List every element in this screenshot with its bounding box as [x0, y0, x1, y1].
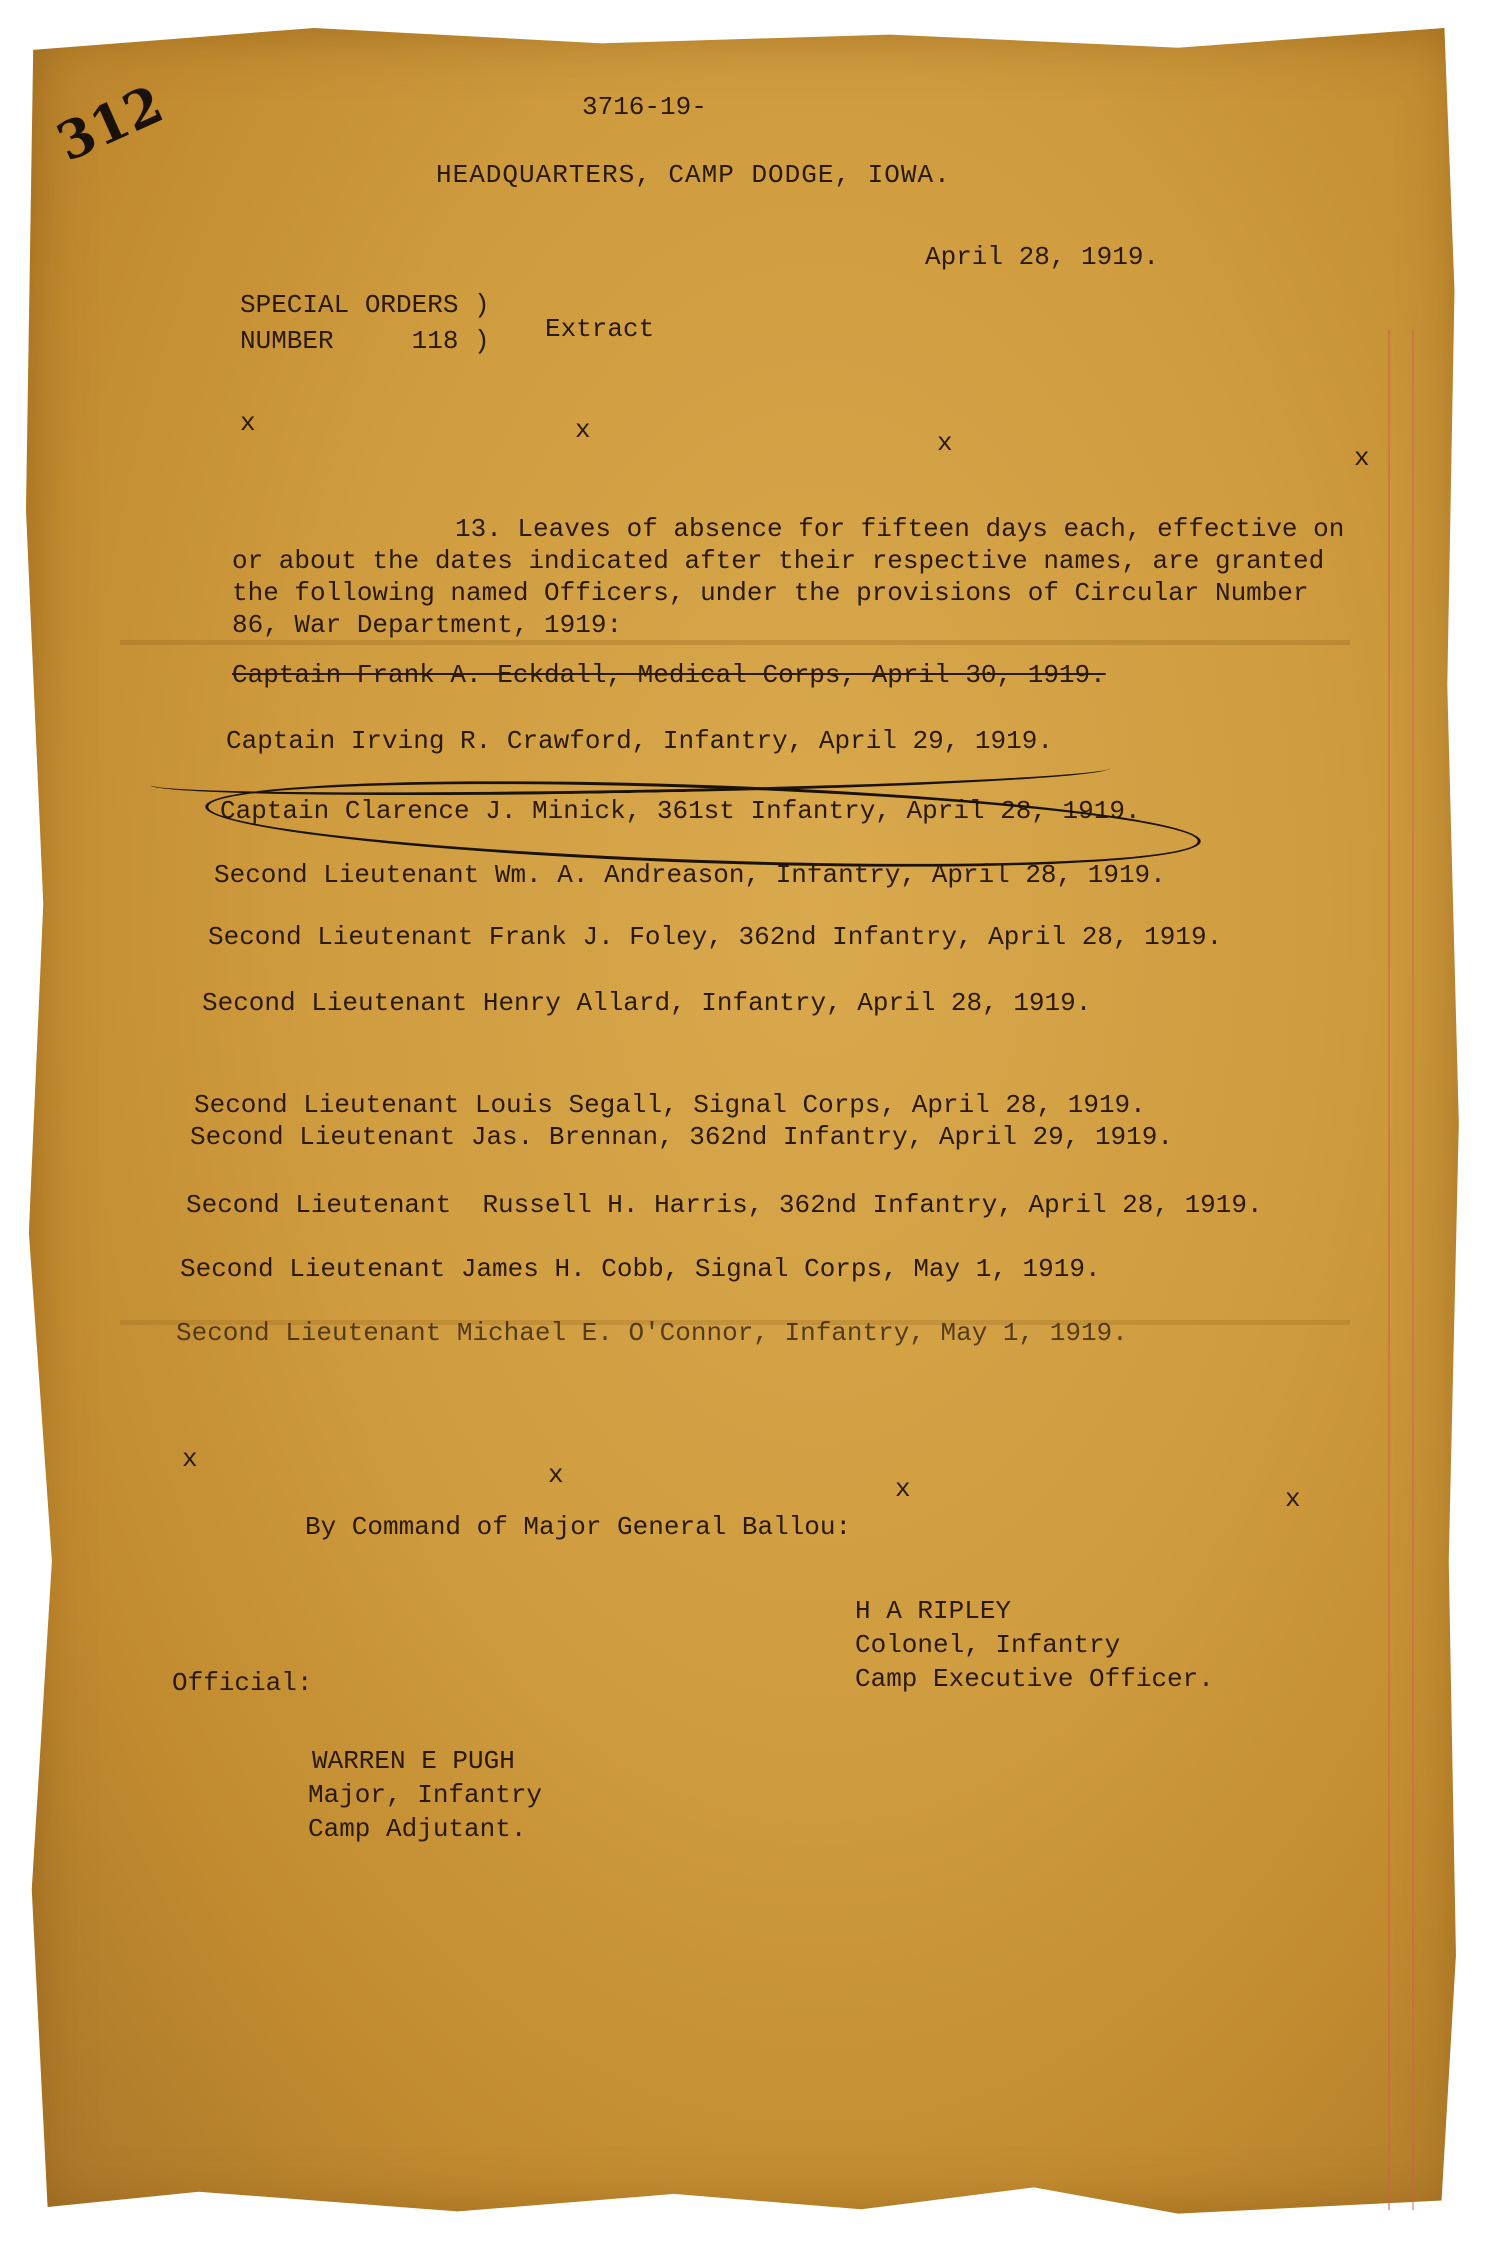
ledger-rule [1412, 330, 1414, 2210]
officer-entry: Second Lieutenant Henry Allard, Infantry, April 28, 1919. [202, 988, 1092, 1018]
official-rank: Major, Infantry [308, 1780, 543, 1810]
separator-mark: x [182, 1444, 198, 1474]
separator-mark: x [895, 1474, 911, 1504]
official-title: Camp Adjutant. [308, 1814, 527, 1844]
separator-mark: x [937, 428, 953, 458]
command-line: By Command of Major General Ballou: [305, 1512, 852, 1542]
separator-mark: x [575, 415, 591, 445]
paragraph-line: 86, War Department, 1919: [232, 610, 623, 640]
headquarters-heading: HEADQUARTERS, CAMP DODGE, IOWA. [436, 160, 951, 190]
signer-rank: Colonel, Infantry [855, 1630, 1121, 1660]
officer-entry: Second Lieutenant Russell H. Harris, 362nd Infantry, April 28, 1919. [186, 1190, 1263, 1220]
separator-mark: x [548, 1460, 564, 1490]
separator-mark: x [1285, 1484, 1301, 1514]
separator-mark: x [1354, 443, 1370, 473]
signer-title: Camp Executive Officer. [855, 1664, 1214, 1694]
official-name: WARREN E PUGH [312, 1746, 515, 1776]
officer-entry-circled: Captain Clarence J. Minick, 361st Infantry, April 28, 1919. [220, 796, 1141, 826]
paragraph-line: 13. Leaves of absence for fifteen days each, effective on [455, 514, 1345, 544]
officer-entry: Second Lieutenant James H. Cobb, Signal Corps, May 1, 1919. [180, 1254, 1101, 1284]
official-label: Official: [172, 1668, 313, 1698]
order-number: NUMBER 118 ) [240, 326, 490, 356]
officer-entry: Captain Irving R. Crawford, Infantry, April 29, 1919. [226, 726, 1053, 756]
file-number: 3716-19- [582, 92, 707, 122]
paper-fold [120, 640, 1350, 645]
separator-mark: x [240, 408, 256, 438]
special-orders-label: SPECIAL ORDERS ) [240, 290, 490, 320]
order-date: April 28, 1919. [925, 242, 1160, 272]
paragraph-line: or about the dates indicated after their respective names, are granted [232, 546, 1325, 576]
signer-name: H A RIPLEY [855, 1596, 1012, 1626]
ledger-rule [1388, 330, 1390, 2210]
officer-entry: Second Lieutenant Louis Segall, Signal Corps, April 28, 1919. [194, 1090, 1146, 1120]
extract-label: Extract [545, 314, 655, 344]
officer-entry-faded: Second Lieutenant Michael E. O'Connor, Infantry, May 1, 1919. [176, 1318, 1128, 1348]
officer-entry-struck: Captain Frank A. Eckdall, Medical Corps, April 30, 1919. [232, 660, 1106, 690]
officer-entry: Second Lieutenant Frank J. Foley, 362nd Infantry, April 28, 1919. [208, 922, 1223, 952]
paragraph-line: the following named Officers, under the provisions of Circular Number [232, 578, 1309, 608]
officer-entry: Second Lieutenant Jas. Brennan, 362nd Infantry, April 29, 1919. [190, 1122, 1173, 1152]
officer-entry: Second Lieutenant Wm. A. Andreason, Infantry, April 28, 1919. [214, 860, 1166, 890]
handwritten-page-number: 312 [48, 73, 172, 174]
